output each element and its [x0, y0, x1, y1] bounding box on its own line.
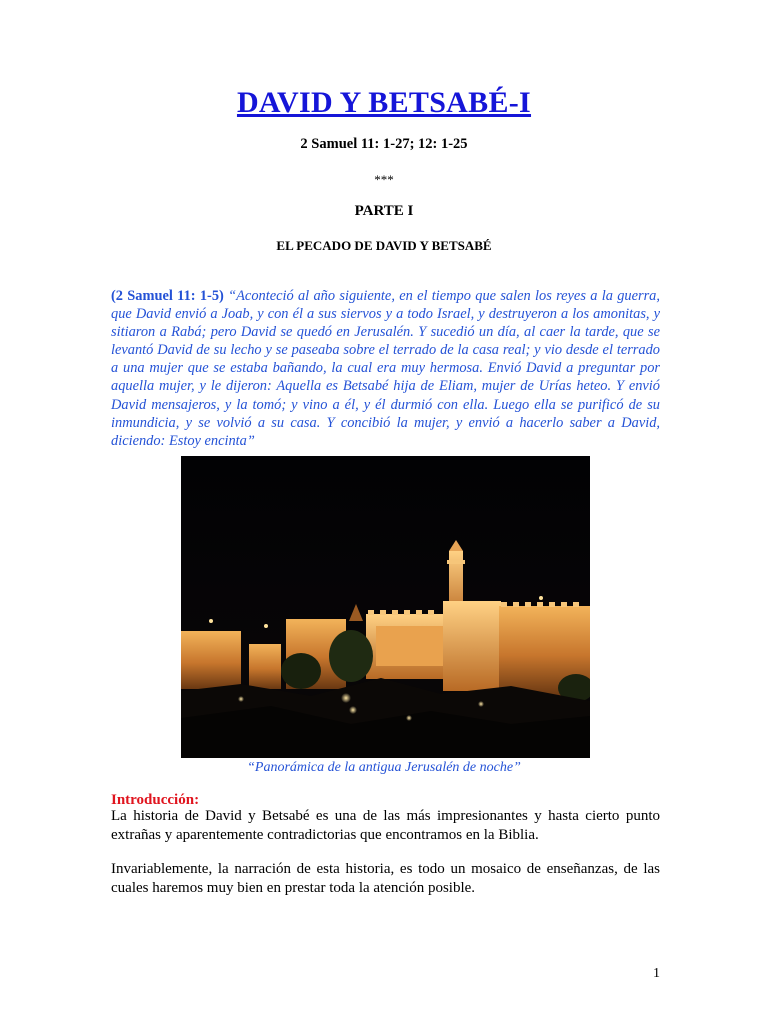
scripture-citation: (2 Samuel 11: 1-5): [111, 288, 224, 304]
jerusalem-night-photo: [181, 456, 590, 758]
page-number: 1: [653, 966, 660, 981]
part-heading: PARTE I: [354, 203, 414, 219]
intro-heading: Introducción:: [111, 792, 200, 808]
scripture-reference: 2 Samuel 11: 1-27; 12: 1-25: [300, 136, 468, 152]
image-caption: “Panorámica de la antigua Jerusalén de noche”: [247, 760, 521, 775]
section-separator: ***: [374, 172, 394, 187]
scripture-text: “Aconteció al año siguiente, en el tiempo que salen los reyes a la guerra, que David envió a Joab, y con él a sus siervos y a todo Israel, y destruyeron a los amonitas, y sitiaron a Rabá; pero David se quedó en Jerusalén. Y sucedió un día, al caer la tarde, que se levantó David de su lecho y se paseaba sobre el terrado de la casa real; y vio desde el terrado a una mujer que se estaba bañando, la cual era muy hermosa. Envió David a preguntar por aquella mujer, y le dijeron: Aquella es Betsabé hija de Eliam, mujer de Urías heteo. Y envió David mensajeros, y la tomó; y vino a él, y él durmió con ella. Luego ella se purificó de su inmundicia, y se volvió a su casa. Y concibió la mujer, y envió a hacerlo saber a David, diciendo: Estoy encinta”: [111, 288, 660, 449]
document-title[interactable]: DAVID Y BETSABÉ-I: [236, 86, 532, 119]
intro-paragraph: La historia de David y Betsabé es una de las más impresionantes y hasta cierto punto extrañas y aparentemente contradictorias que encontramos en la Biblia.: [111, 808, 660, 843]
section-subtitle: EL PECADO DE DAVID Y BETSABÉ: [276, 238, 492, 253]
second-paragraph: Invariablemente, la narración de esta historia, es todo un mosaico de enseñanzas, de las cuales haremos muy bien en prestar toda la atención posible.: [111, 861, 660, 896]
scripture-quote: [111, 287, 660, 450]
